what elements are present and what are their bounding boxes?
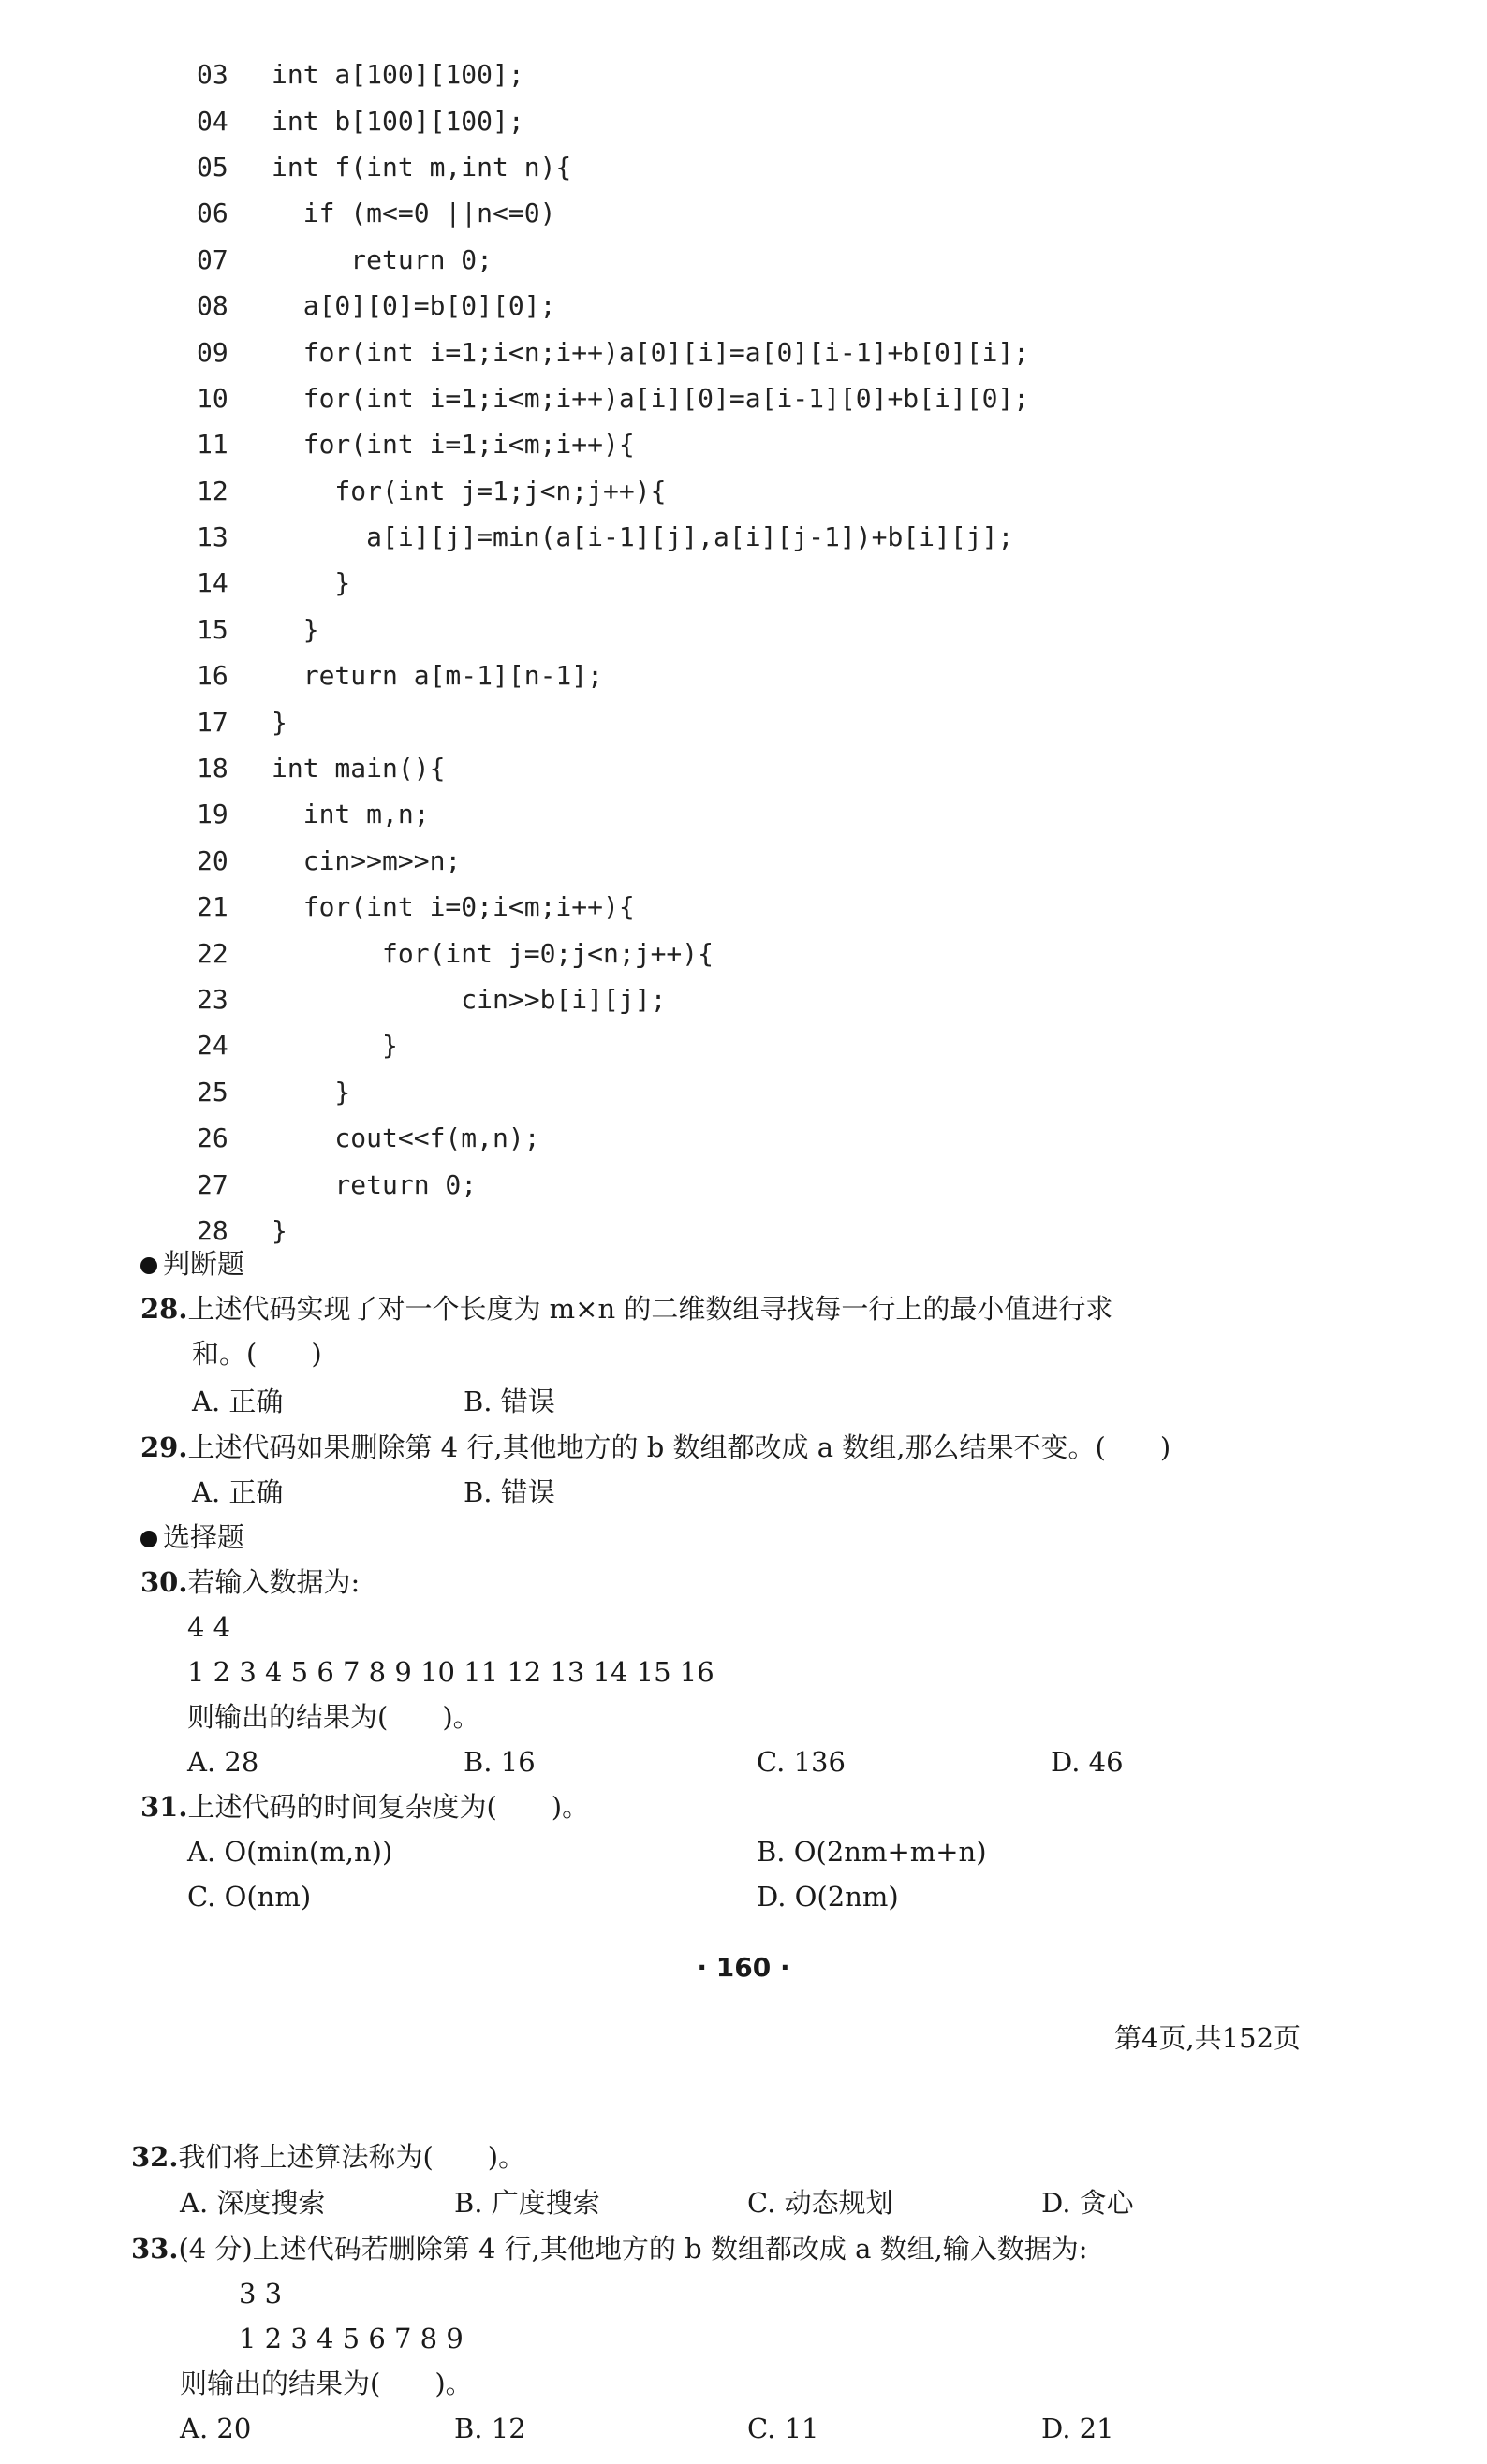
code-line <box>197 190 1029 236</box>
code-line-text: for(int i=1;i<m;i++)a[i][0]=a[i-1][0]+b[i][0]; <box>272 382 1030 414</box>
code-line-number: 17 <box>197 706 228 738</box>
question-33: 33.(4 分)上述代码若删除第 4 行,其他地方的 b 数组都改成 a 数组,输入数据为: <box>131 2233 1088 2265</box>
code-line-number: 24 <box>197 1030 228 1062</box>
q30-input-line1: 4 4 <box>187 1611 231 1643</box>
code-line-number: 23 <box>197 984 228 1015</box>
code-line-text: return a[m-1][n-1]; <box>272 660 604 692</box>
code-line <box>197 1115 1029 1161</box>
code-line-text: a[0][0]=b[0][0]; <box>272 290 556 322</box>
code-line <box>197 1069 1029 1115</box>
code-line <box>197 1208 1029 1254</box>
code-line <box>197 560 1029 606</box>
code-line-number: 16 <box>197 660 228 692</box>
code-line <box>197 237 1029 283</box>
code-line-text: if (m<=0 ||n<=0) <box>272 198 556 229</box>
code-line-text: for(int i=1;i<m;i++){ <box>272 429 635 461</box>
q31-option-d[interactable]: D. O(2nm) <box>757 1881 899 1913</box>
q29-option-a[interactable]: A. 正确 <box>192 1476 284 1508</box>
q32-option-d[interactable]: D. 贪心 <box>1041 2187 1134 2219</box>
question-28-line2: 和。( ) <box>192 1338 322 1370</box>
code-line <box>197 653 1029 698</box>
bullet-icon <box>140 1531 157 1547</box>
code-line-number: 12 <box>197 475 228 506</box>
code-line-text: return 0; <box>272 243 493 275</box>
code-line <box>197 514 1029 560</box>
q30-input-line2: 1 2 3 4 5 6 7 8 9 10 11 12 13 14 15 16 <box>187 1656 714 1688</box>
code-line <box>197 791 1029 837</box>
code-line-number: 15 <box>197 613 228 645</box>
code-line-number: 27 <box>197 1168 228 1200</box>
code-line <box>197 375 1029 421</box>
code-line-number: 20 <box>197 844 228 876</box>
code-line <box>197 745 1029 791</box>
q33-input-line1: 3 3 <box>239 2278 283 2310</box>
code-line-number: 10 <box>197 382 228 414</box>
code-line-text: cin>>m>>n; <box>272 844 462 876</box>
q28-option-a[interactable]: A. 正确 <box>192 1386 284 1417</box>
code-line-text: int main(){ <box>272 753 446 785</box>
question-32: 32.我们将上述算法称为( )。 <box>131 2141 526 2173</box>
code-line-text: } <box>272 613 319 645</box>
q33-input-line2: 1 2 3 4 5 6 7 8 9 <box>239 2323 464 2354</box>
q32-option-c[interactable]: C. 动态规划 <box>747 2187 893 2219</box>
code-line <box>197 1161 1029 1207</box>
code-line-text: for(int j=0;j<n;j++){ <box>272 937 714 969</box>
code-line-number: 28 <box>197 1214 228 1246</box>
section-choice: 选择题 <box>140 1518 244 1556</box>
code-line-text: return 0; <box>272 1168 478 1200</box>
section-judge: 判断题 <box>140 1245 244 1283</box>
q30-option-d[interactable]: D. 46 <box>1051 1746 1124 1778</box>
q31-option-b[interactable]: B. O(2nm+m+n) <box>757 1836 987 1868</box>
q30-option-a[interactable]: A. 28 <box>187 1746 259 1778</box>
q29-option-b[interactable]: B. 错误 <box>464 1476 555 1508</box>
code-line <box>197 144 1029 190</box>
code-line-number: 22 <box>197 937 228 969</box>
code-line-text: } <box>272 1214 287 1246</box>
q31-option-a[interactable]: A. O(min(m,n)) <box>187 1836 393 1868</box>
code-line-text: cout<<f(m,n); <box>272 1122 540 1154</box>
code-line-text: } <box>272 1076 351 1107</box>
q33-ask: 则输出的结果为( )。 <box>180 2368 473 2399</box>
code-line-text: } <box>272 706 287 738</box>
q30-ask: 则输出的结果为( )。 <box>187 1701 480 1733</box>
code-line <box>197 838 1029 884</box>
code-line <box>197 607 1029 653</box>
code-line <box>197 884 1029 930</box>
code-line-number: 11 <box>197 429 228 461</box>
code-line-number: 04 <box>197 105 228 137</box>
code-line <box>197 51 1029 97</box>
code-line-text: } <box>272 567 351 599</box>
code-line-text: int f(int m,int n){ <box>272 151 572 183</box>
q32-option-b[interactable]: B. 广度搜索 <box>454 2187 600 2219</box>
code-line <box>197 930 1029 975</box>
code-line-number: 19 <box>197 799 228 830</box>
code-line-number: 03 <box>197 59 228 91</box>
question-31: 31.上述代码的时间复杂度为( )。 <box>140 1791 590 1823</box>
q30-option-c[interactable]: C. 136 <box>757 1746 846 1778</box>
code-line-number: 08 <box>197 290 228 322</box>
code-line-number: 18 <box>197 753 228 785</box>
code-line-number: 06 <box>197 198 228 229</box>
code-line-number: 25 <box>197 1076 228 1107</box>
code-line-text: int a[100][100]; <box>272 59 524 91</box>
code-line-text: for(int i=0;i<m;i++){ <box>272 891 635 923</box>
code-line-number: 13 <box>197 521 228 553</box>
page-number: · 160 · <box>697 1952 790 1983</box>
code-line <box>197 283 1029 329</box>
code-line <box>197 329 1029 374</box>
question-28: 28.上述代码实现了对一个长度为 m×n 的二维数组寻找每一行上的最小值进行求 <box>140 1293 1113 1325</box>
q33-option-a[interactable]: A. 20 <box>180 2413 252 2444</box>
code-line-text: int m,n; <box>272 799 430 830</box>
code-line <box>197 1022 1029 1068</box>
code-line-text: for(int j=1;j<n;j++){ <box>272 475 667 506</box>
question-29: 29.上述代码如果删除第 4 行,其他地方的 b 数组都改成 a 数组,那么结果不变。( ) <box>140 1431 1171 1463</box>
code-line-number: 09 <box>197 336 228 368</box>
q32-option-a[interactable]: A. 深度搜索 <box>180 2187 326 2219</box>
code-line-text: cin>>b[i][j]; <box>272 984 667 1015</box>
code-line-text: } <box>272 1030 398 1062</box>
code-line-number: 07 <box>197 243 228 275</box>
code-line-number: 26 <box>197 1122 228 1154</box>
q28-option-b[interactable]: B. 错误 <box>464 1386 555 1417</box>
bullet-icon <box>140 1257 157 1274</box>
q30-option-b[interactable]: B. 16 <box>464 1746 536 1778</box>
code-line <box>197 97 1029 143</box>
q31-option-c[interactable]: C. O(nm) <box>187 1881 312 1913</box>
q33-option-d[interactable]: D. 21 <box>1041 2413 1114 2444</box>
code-line-number: 21 <box>197 891 228 923</box>
code-line <box>197 421 1029 467</box>
code-line-text: a[i][j]=min(a[i-1][j],a[i][j-1])+b[i][j]; <box>272 521 1014 553</box>
code-line-text: for(int i=1;i<n;i++)a[0][i]=a[0][i-1]+b[0][i]; <box>272 336 1030 368</box>
code-line-number: 05 <box>197 151 228 183</box>
q33-option-c[interactable]: C. 11 <box>747 2413 819 2444</box>
question-30: 30.若输入数据为: <box>140 1566 361 1598</box>
code-line <box>197 468 1029 514</box>
code-line-text: int b[100][100]; <box>272 105 524 137</box>
q33-option-b[interactable]: B. 12 <box>454 2413 526 2444</box>
code-line-number: 14 <box>197 567 228 599</box>
code-listing <box>197 51 1029 1254</box>
page-count: 第4页,共152页 <box>1114 2022 1302 2054</box>
code-line <box>197 698 1029 744</box>
code-line <box>197 976 1029 1022</box>
